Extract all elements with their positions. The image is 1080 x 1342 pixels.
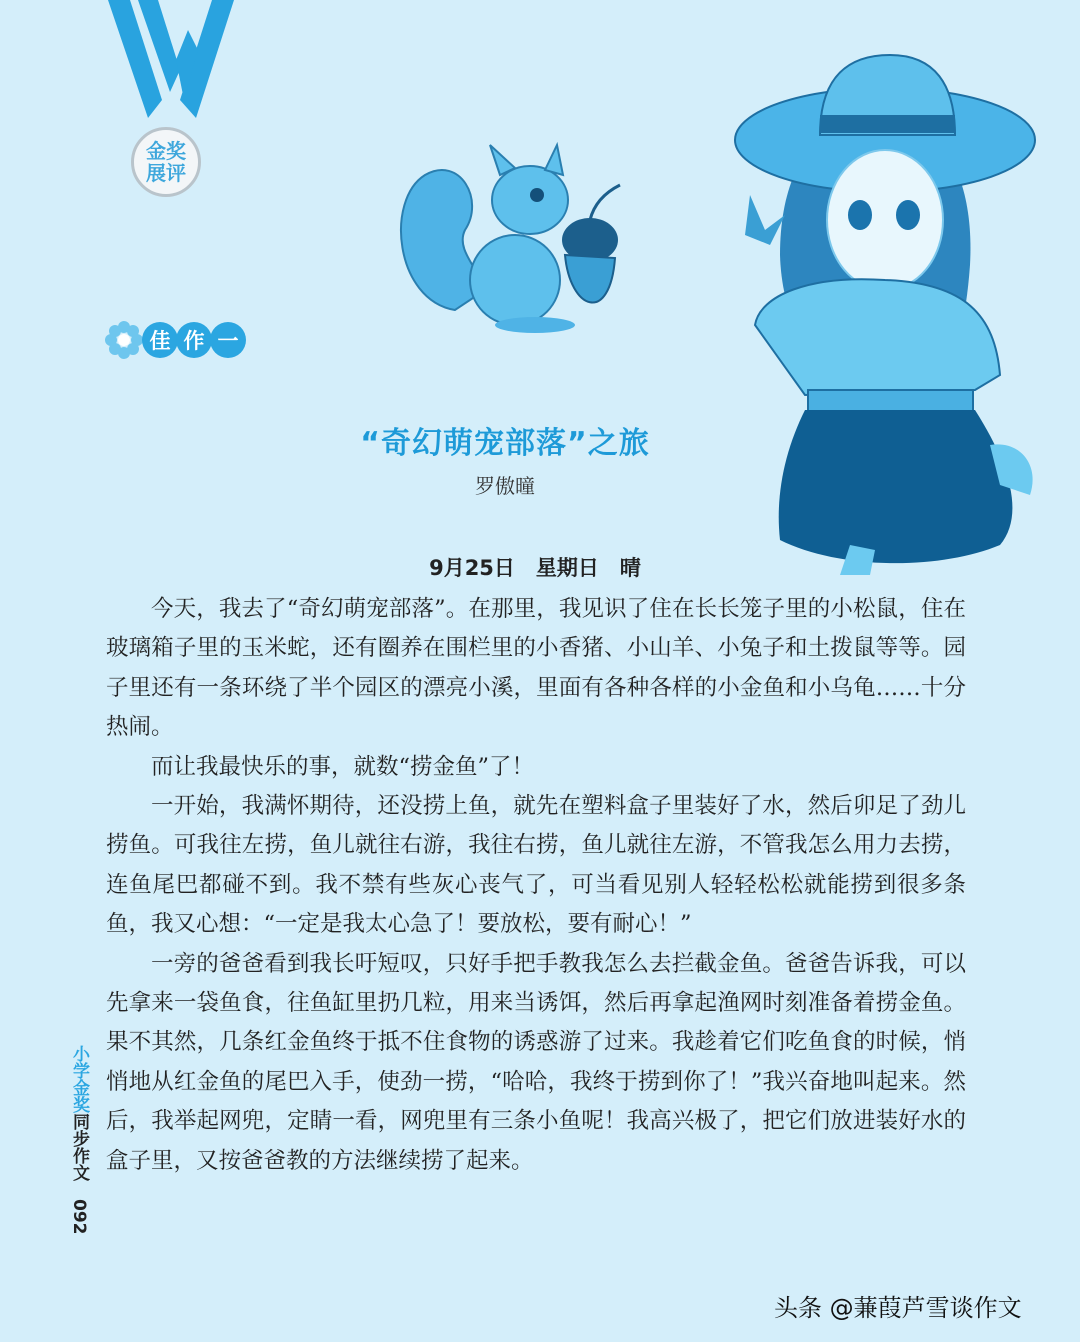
squirrel-illustration [385,140,635,340]
section-tag [104,318,246,362]
source-watermark: 头条 @蒹葭芦雪谈作文 [774,1294,1022,1322]
gold-award-medal [131,127,201,197]
tag-char-1: 佳 [142,322,178,358]
article-dateline: 9月25日 星期日 晴 [429,556,641,580]
paragraph: 一开始，我满怀期待，还没捞上鱼，就先在塑料盒子里装好了水，然后卯足了劲儿捞鱼。可我往左捞，鱼儿就往右游，我往右捞，鱼儿就往左游，不管我怎么用力去捞，连鱼尾巴都碰不到。我不禁有些灰心丧气了，可当看见别人轻轻松松就能捞到很多条鱼，我又心想：“一定是我太心急了！要放松，要有耐心！” [106,793,966,938]
book-sidebar [62,1045,88,1234]
paragraph: 今天，我去了“奇幻萌宠部落”。在那里，我见识了住在长长笼子里的小松鼠，住在玻璃箱子里的玉米蛇，还有圈养在围栏里的小香猪、小山羊、小兔子和土拨鼠等等。园子里还有一条环绕了半个园区的漂亮小溪，里面有各种各样的小金鱼和小乌龟……十分热闹。 [106,596,966,741]
medal-line-1: 金奖 [146,139,186,163]
medal-line-2: 展评 [146,161,186,185]
girl-illustration [720,45,1060,585]
article-author: 罗傲曈 [475,474,535,498]
flower-icon [104,320,144,360]
tag-char-3: 一 [210,322,246,358]
series-name: 小学金奖 [69,1045,89,1113]
page-number: 092 [69,1198,89,1235]
paragraph: 而让我最快乐的事，就数“捞金鱼”了！ [151,753,535,780]
paragraph: 一旁的爸爸看到我长吁短叹，只好手把手教我怎么去拦截金鱼。爸爸告诉我，可以先拿来一袋鱼食，往鱼缸里扔几粒，用来当诱饵，然后再拿起渔网时刻准备着捞金鱼。果不其然，几条红金鱼终于抵不住食物的诱惑游了过来。我趁着它们吃鱼食的时候，悄悄地从红金鱼的尾巴入手，使劲一捞，“哈哈，我终于捞到你了！”我兴奋地叫起来。然后，我举起网兜，定睛一看，网兜里有三条小鱼呢！我高兴极了，把它们放进装好水的盒子里，又按爸爸教的方法继续捞了起来。 [106,950,966,1174]
series-subtitle: 同步作文 [69,1113,89,1181]
tag-char-2: 作 [176,322,212,358]
article-title: “奇幻萌宠部落”之旅 [360,426,650,461]
article-body [106,590,966,1181]
